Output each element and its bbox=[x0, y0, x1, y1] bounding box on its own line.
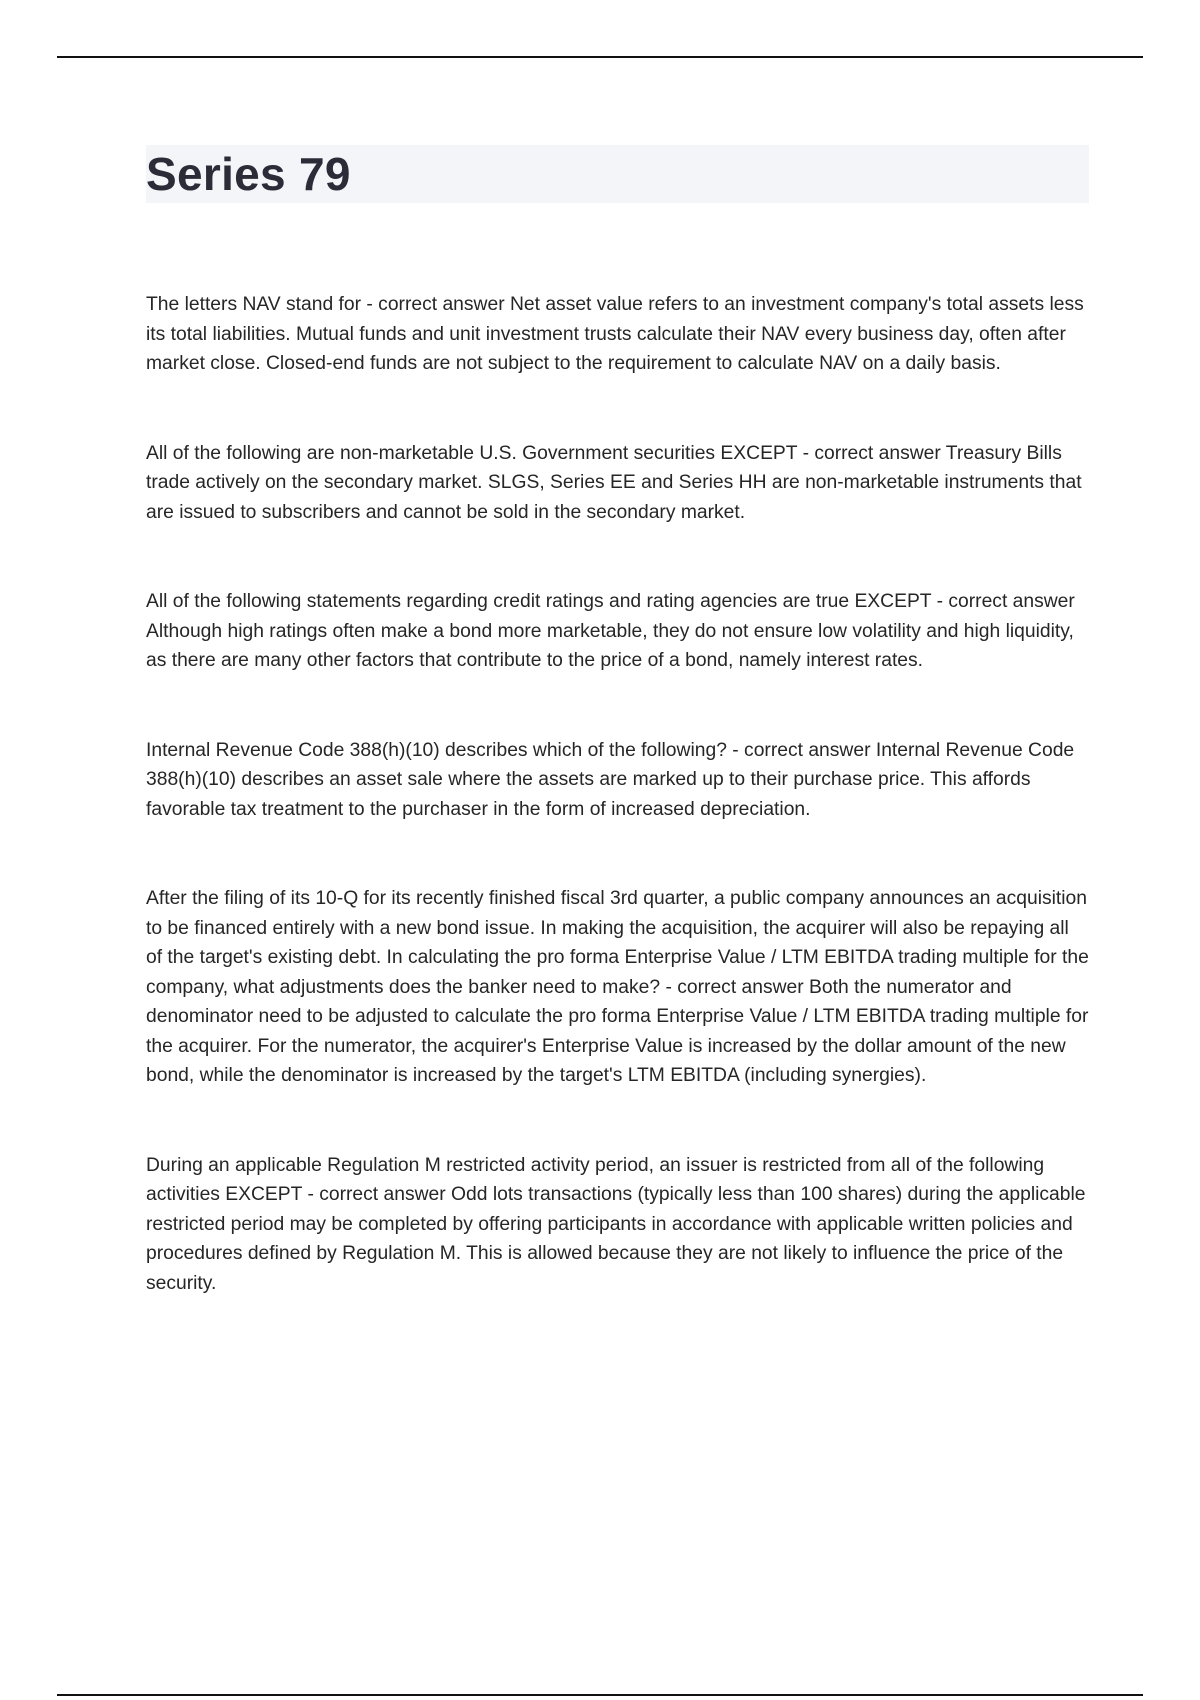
top-divider bbox=[57, 56, 1143, 58]
qa-item: During an applicable Regulation M restricted activity period, an issuer is restricted from all of the following activities EXCEPT - correct answer Odd lots transactions (typically less than 100 shares) during the applicable restricted period may be completed by offering participants in accordance with applicable written policies and procedures defined by Regulation M. This is allowed because they are not likely to influence the price of the security. bbox=[146, 1154, 1086, 1294]
qa-item: The letters NAV stand for - correct answer Net asset value refers to an investment company's total assets less its total liabilities. Mutual funds and unit investment trusts calculate their NAV every business day, often after market close. Closed-end funds are not subject to the requirement to calculate NAV on a daily basis. bbox=[146, 294, 1084, 374]
qa-item: After the filing of its 10-Q for its recently finished fiscal 3rd quarter, a public company announces an acquisition to be financed entirely with a new bond issue. In making the acquisition, the acquirer will also be repaying all of the target's existing debt. In calculating the pro forma Enterprise Value / LTM EBITDA trading multiple for the company, what adjustments does the banker need to make? - correct answer Both the numerator and denominator need to be adjusted to calculate the pro forma Enterprise Value / LTM EBITDA trading multiple for the acquirer. For the numerator, the acquirer's Enterprise Value is increased by the dollar amount of the new bond, while the denominator is increased by the target's LTM EBITDA (including synergies). bbox=[146, 888, 1089, 1086]
qa-item: Internal Revenue Code 388(h)(10) describes which of the following? - correct answer Internal Revenue Code 388(h)(10) describes an asset sale where the assets are marked up to their purchase price. This affords favorable tax treatment to the purchaser in the form of increased depreciation. bbox=[146, 739, 1075, 820]
qa-item: All of the following are non-marketable U.S. Government securities EXCEPT - correct answer Treasury Bills trade actively on the secondary market. SLGS, Series EE and Series HH are non-marketable instruments that are issued to subscribers and cannot be sold in the secondary market. bbox=[146, 442, 1082, 523]
page-title: Series 79 bbox=[146, 148, 351, 200]
qa-item: All of the following statements regarding credit ratings and rating agencies are true EXCEPT - correct answer Although high ratings often make a bond more marketable, they do not ensure low volatility and high liquidity, as there are many other factors that contribute to the price of a bond, namely interest rates. bbox=[146, 591, 1075, 671]
bottom-divider bbox=[57, 1694, 1143, 1696]
qa-list bbox=[146, 290, 1090, 1358]
